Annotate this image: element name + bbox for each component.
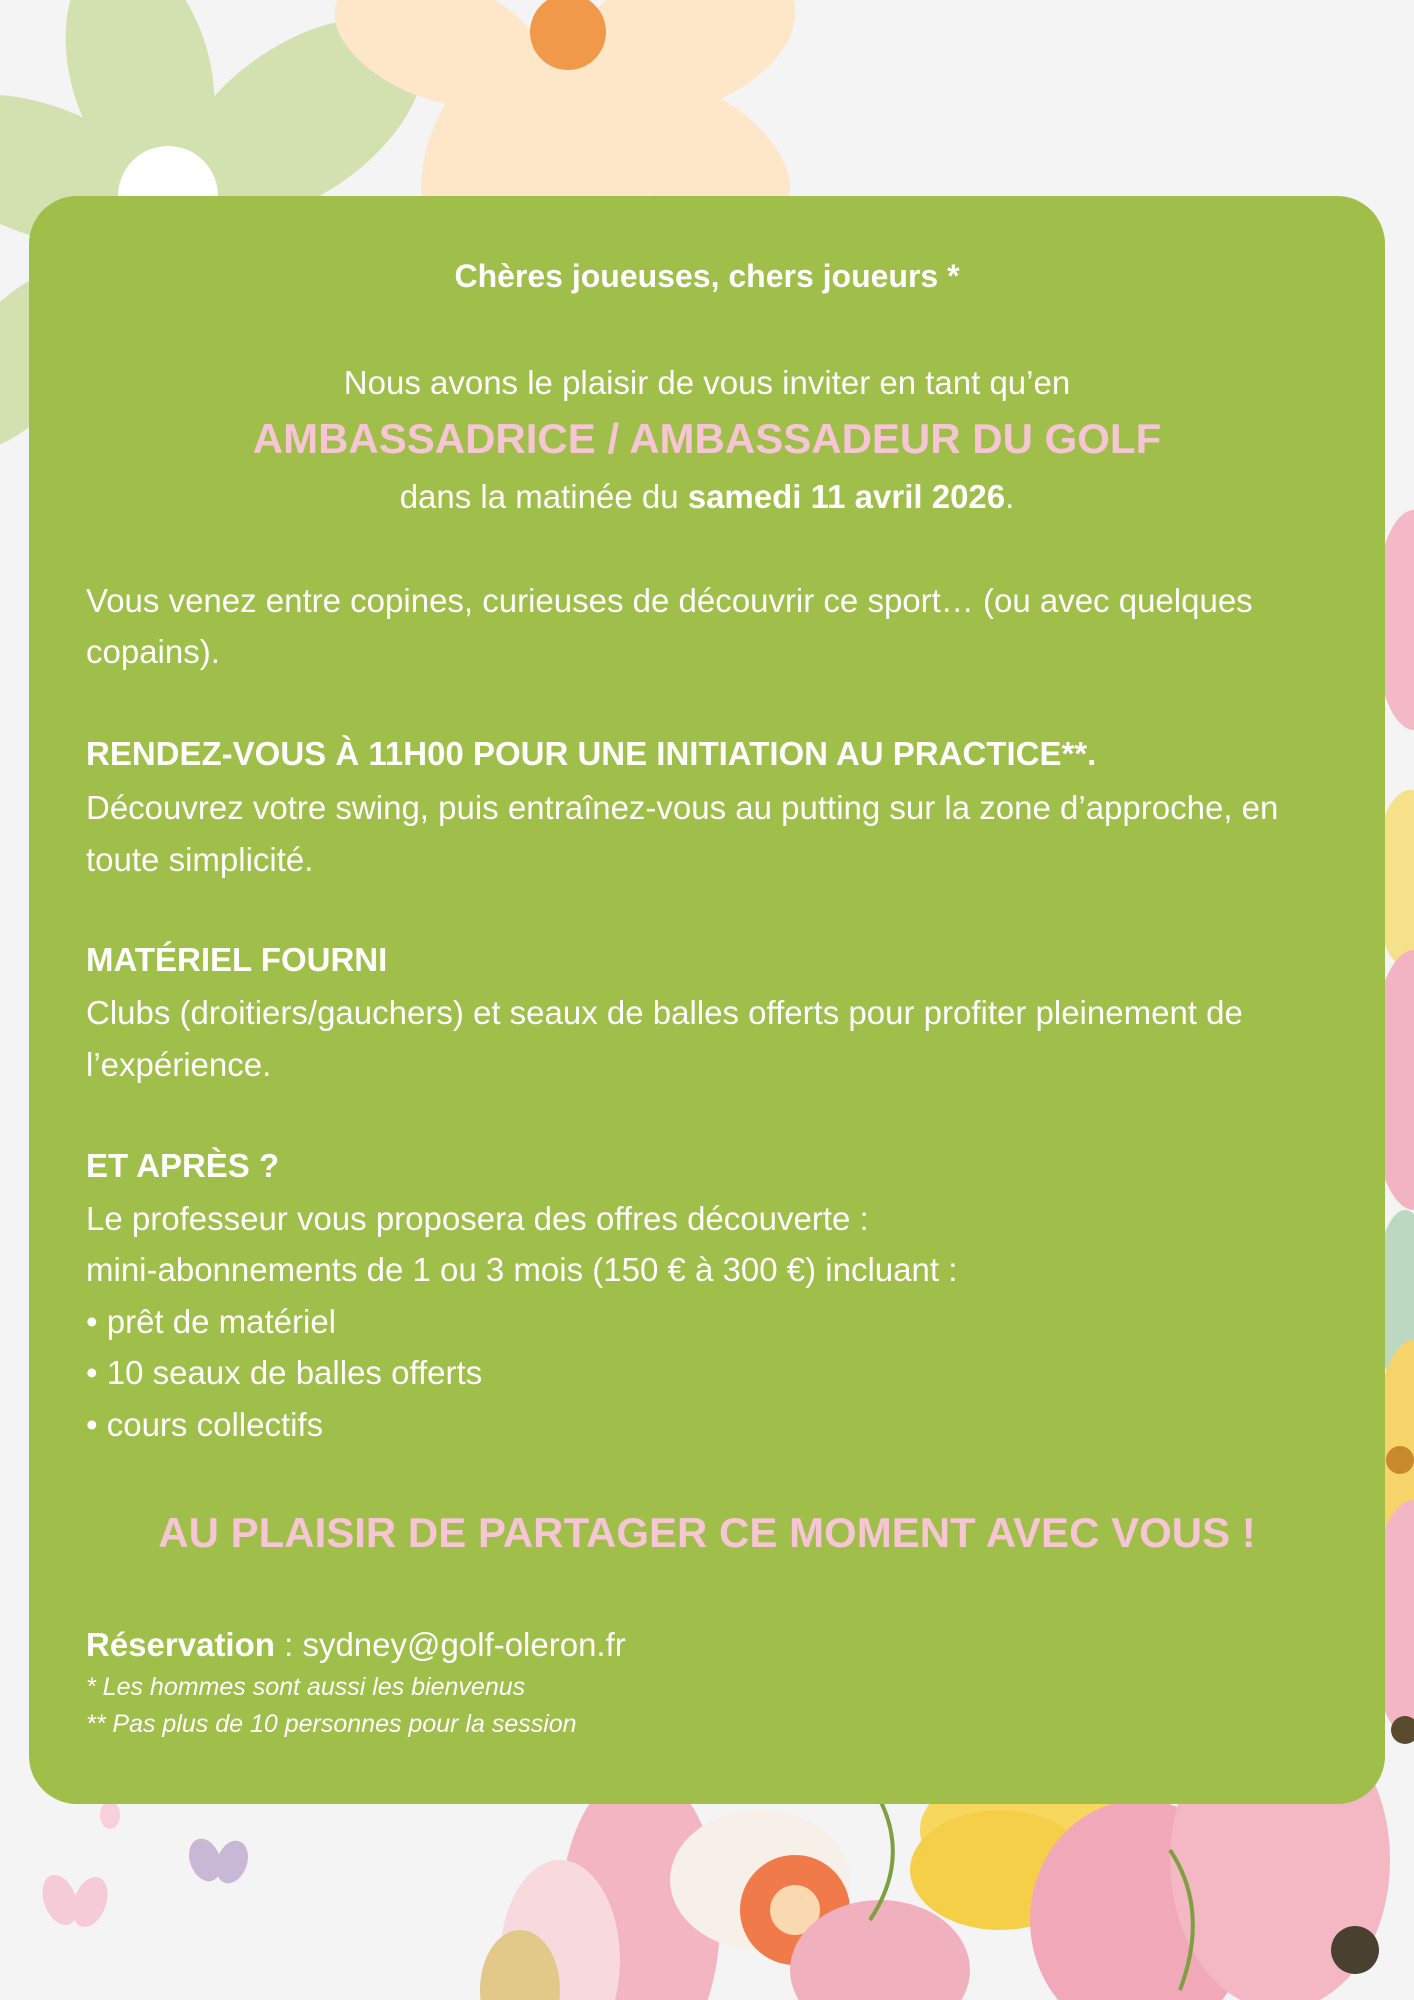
list-item: • cours collectifs	[86, 1406, 324, 1443]
date-prefix: dans la matinée du	[399, 478, 679, 515]
butterfly-icon	[100, 1801, 120, 1829]
intro-line: Vous venez entre copines, curieuses de découvrir ce sport… (ou avec quelques	[86, 582, 1253, 619]
materiel-text: Clubs (droitiers/gauchers) et seaux de balles offerts pour profiter pleinement de	[86, 994, 1243, 1031]
rdv-heading: RENDEZ-VOUS À 11H00 POUR UNE INITIATION AU PRACTICE**.	[86, 735, 1097, 772]
event-date-line	[0, 477, 1414, 517]
rdv-text: toute simplicité.	[86, 841, 314, 878]
reservation-line	[86, 1625, 626, 1665]
greeting: Chères joueuses, chers joueurs *	[454, 258, 960, 294]
intro-line: copains).	[86, 633, 220, 670]
apres-text: Le professeur vous proposera des offres découverte :	[86, 1200, 869, 1237]
footnote: ** Pas plus de 10 personnes pour la session	[86, 1710, 577, 1738]
invitation-line: Nous avons le plaisir de vous inviter en tant qu’en	[343, 364, 1071, 401]
reservation-label: Réservation	[86, 1626, 275, 1663]
butterfly-icon	[183, 1834, 253, 1888]
reservation-separator: :	[274, 1626, 303, 1663]
event-date: samedi 11 avril 2026	[687, 478, 1006, 515]
rdv-text: Découvrez votre swing, puis entraînez-vous au putting sur la zone d’approche, en	[86, 789, 1279, 826]
list-item: • 10 seaux de balles offerts	[86, 1354, 483, 1391]
ambassador-title: AMBASSADRICE / AMBASSADEUR DU GOLF	[252, 415, 1162, 462]
butterfly-icon	[36, 1870, 114, 1932]
apres-text: mini-abonnements de 1 ou 3 mois (150 € à 300 €) incluant :	[86, 1251, 958, 1288]
materiel-heading: MATÉRIEL FOURNI	[86, 941, 388, 978]
materiel-text: l’expérience.	[86, 1046, 272, 1083]
date-suffix: .	[1005, 478, 1015, 515]
list-item: • prêt de matériel	[86, 1303, 336, 1340]
apres-heading: ET APRÈS ?	[86, 1147, 280, 1184]
footnote: * Les hommes sont aussi les bienvenus	[86, 1673, 526, 1701]
closing-message: AU PLAISIR DE PARTAGER CE MOMENT AVEC VOUS !	[158, 1509, 1256, 1556]
reservation-email[interactable]: sydney@golf-oleron.fr	[302, 1626, 626, 1663]
